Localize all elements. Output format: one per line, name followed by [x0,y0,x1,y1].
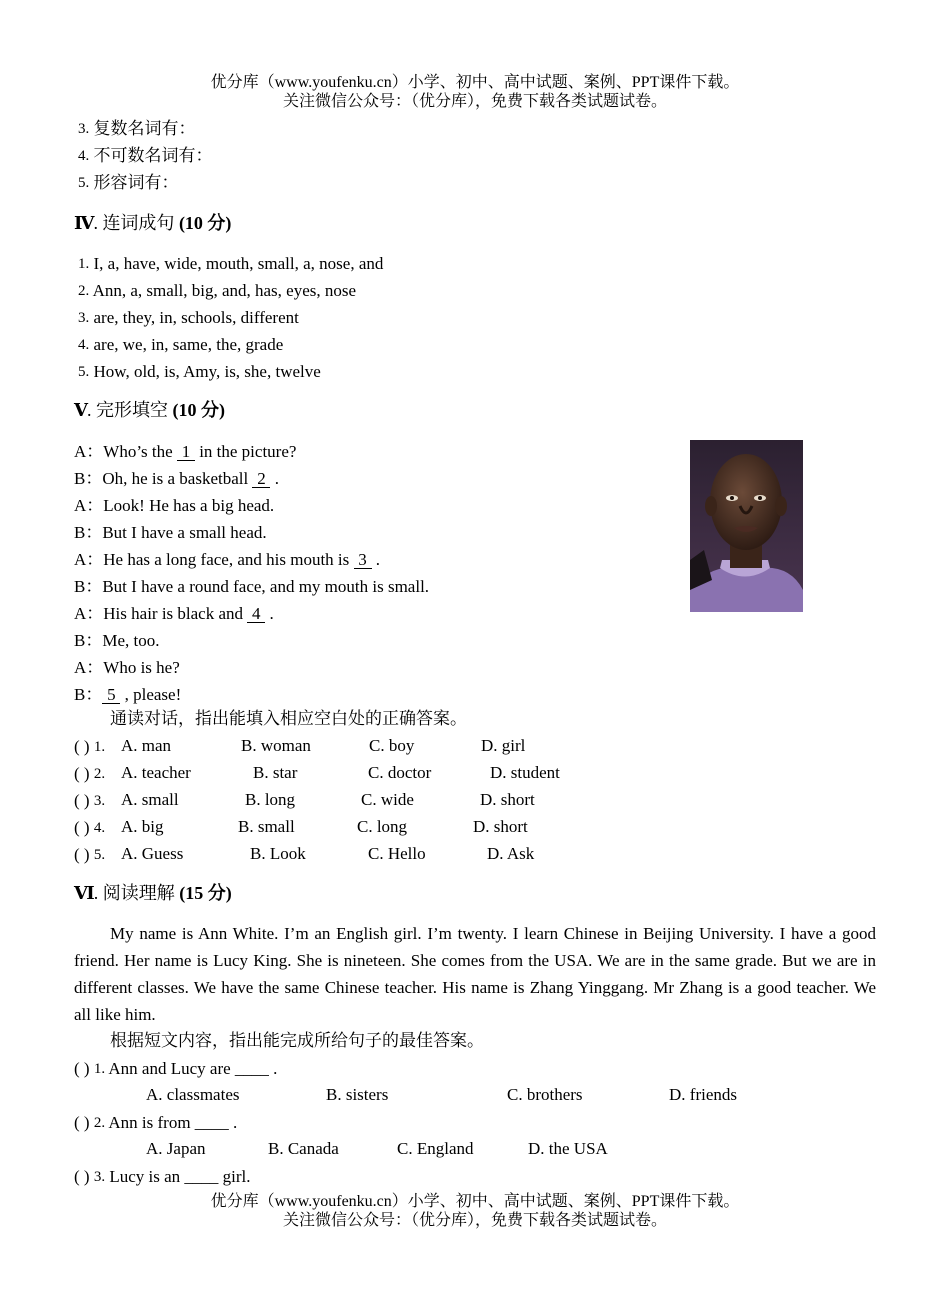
option[interactable]: C. wide [361,790,414,809]
dialog-line: A：His hair is black and 4 . [74,604,274,623]
list-item: 5. 形容词有： [78,173,179,192]
section-5-heading: Ⅴ. 完形填空 (10 分) [74,400,225,421]
header-line-2: 关注微信公众号：（优分库），免费下载各类试题试卷。 [282,93,667,110]
question-row: ( ) 4. [74,818,106,837]
list-item: 4. 不可数名词有： [78,146,213,165]
list-item: 4. are, we, in, same, the, grade [78,335,284,354]
footer-line-1: 优分库（www.youfenku.cn）小学、初中、高中试题、案例、PPT课件下载。 [210,1193,740,1210]
dialog-line: B：But I have a small head. [74,523,267,542]
player-photo [690,440,803,612]
dialog-line: A：He has a long face, and his mouth is 3 . [74,550,380,569]
option[interactable]: D. the USA [528,1139,608,1158]
section-6-heading: Ⅵ. 阅读理解 (15 分) [74,883,232,904]
option[interactable]: C. doctor [368,763,432,782]
dialog-line: B：Oh, he is a basketball 2 . [74,469,279,488]
option[interactable]: A. Guess [121,844,184,863]
list-item: 5. How, old, is, Amy, is, she, twelve [78,362,321,381]
question-row: ( ) 1. Ann and Lucy are ____ . [74,1059,278,1078]
option[interactable]: D. friends [669,1085,737,1104]
option[interactable]: A. Japan [146,1139,206,1158]
player-portrait [690,440,803,612]
list-item: 3. 复数名词有： [78,119,196,138]
section-6-instruction: 根据短文内容，指出能完成所给句子的最佳答案。 [110,1031,484,1050]
section-4-heading: Ⅳ. 连词成句 (10 分) [74,213,232,234]
option[interactable]: B. woman [241,736,311,755]
option[interactable]: D. short [480,790,535,809]
option[interactable]: C. England [397,1139,474,1158]
option[interactable]: B. Look [250,844,306,863]
option[interactable]: D. short [473,817,528,836]
option[interactable]: B. long [245,790,296,809]
option[interactable]: D. student [490,763,560,782]
header-line-1: 优分库（www.youfenku.cn）小学、初中、高中试题、案例、PPT课件下载。 [210,74,740,91]
blank: 1 [177,444,195,461]
page-header [0,73,950,111]
list-item: 3. are, they, in, schools, different [78,308,299,327]
option[interactable]: B. star [253,763,298,782]
question-row: ( ) 2. [74,764,106,783]
dialog-line: B： 5 , please! [74,685,182,704]
blank: 2 [252,471,270,488]
option[interactable]: C. boy [369,736,415,755]
footer-line-2: 关注微信公众号：（优分库），免费下载各类试题试卷。 [282,1212,667,1229]
option[interactable]: C. long [357,817,408,836]
option[interactable]: C. brothers [507,1085,583,1104]
option[interactable]: A. classmates [146,1085,240,1104]
dialog-line: A：Who’s the 1 in the picture? [74,442,297,461]
reading-passage: My name is Ann White. I’m an English girl. I’m twenty. I learn Chinese in Beijing University. I have a good friend. Her name is Lucy King. She is nineteen. She comes from the USA. We are in the same grade. But we are in different classes. We have the same Chinese teacher. His name is Zhang Yinggang. Mr Zhang is a good teacher. We all like him. [74,924,876,1024]
list-item: 1. I, a, have, wide, mouth, small, a, nose, and [78,254,384,273]
section-5-instruction: 通读对话，指出能填入相应空白处的正确答案。 [110,709,467,728]
dialog-line: A：Who is he? [74,658,180,677]
option[interactable]: A. teacher [121,763,191,782]
option[interactable]: B. Canada [268,1139,339,1158]
question-row: ( ) 3. [74,791,106,810]
option[interactable]: A. small [121,790,179,809]
option[interactable]: A. man [121,736,172,755]
question-row: ( ) 3. Lucy is an ____ girl. [74,1167,251,1186]
page-footer [0,1192,950,1230]
dialog-line: B：Me, too. [74,631,160,650]
dialog-line: A：Look! He has a big head. [74,496,275,515]
question-row: ( ) 5. [74,845,106,864]
blank: 3 [354,552,372,569]
question-row: ( ) 1. [74,737,106,756]
question-row: ( ) 2. Ann is from ____ . [74,1113,238,1132]
option[interactable]: B. sisters [326,1085,389,1104]
list-item: 2. Ann, a, small, big, and, has, eyes, nose [78,281,357,300]
blank: 4 [247,606,265,623]
option[interactable]: D. girl [481,736,526,755]
option[interactable]: D. Ask [487,844,535,863]
option[interactable]: A. big [121,817,164,836]
option[interactable]: B. small [238,817,295,836]
option[interactable]: C. Hello [368,844,426,863]
blank: 5 [102,687,120,704]
dialog-line: B：But I have a round face, and my mouth is small. [74,577,430,596]
